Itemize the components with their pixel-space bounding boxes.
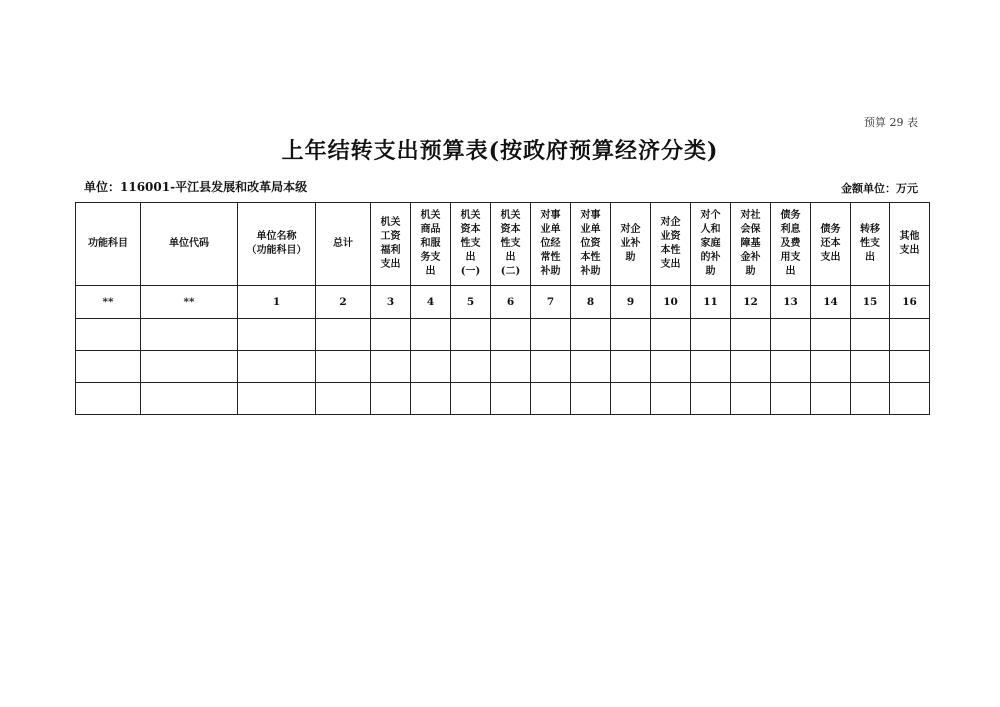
table-row — [76, 351, 930, 383]
header-cell: 转移性支出 — [851, 203, 890, 286]
header-cell: 总计 — [316, 203, 371, 286]
table-cell — [771, 319, 811, 351]
amount-unit: 金额单位：万元 — [841, 182, 918, 195]
table-cell — [316, 383, 371, 415]
header-cell: 单位名称 （功能科目） — [238, 203, 316, 286]
index-cell: 13 — [771, 286, 811, 319]
table-cell — [76, 351, 141, 383]
table-cell — [451, 319, 491, 351]
table-cell — [651, 351, 691, 383]
table-cell — [491, 351, 531, 383]
table-cell — [238, 351, 316, 383]
table-cell — [890, 319, 930, 351]
table-row — [76, 319, 930, 351]
table-cell — [371, 351, 411, 383]
header-row — [76, 203, 930, 286]
table-cell — [571, 383, 611, 415]
table-cell — [238, 319, 316, 351]
header-cell: 对个人和家庭的补助 — [691, 203, 731, 286]
index-cell: 3 — [371, 286, 411, 319]
table-cell — [531, 383, 571, 415]
table-cell — [651, 383, 691, 415]
table-cell — [491, 383, 531, 415]
index-cell: 15 — [851, 286, 890, 319]
table-cell — [651, 319, 691, 351]
table-cell — [611, 351, 651, 383]
table-cell — [411, 351, 451, 383]
header-cell: 单位代码 — [141, 203, 238, 286]
table-cell — [76, 319, 141, 351]
index-cell: 16 — [890, 286, 930, 319]
table-cell — [851, 319, 890, 351]
table-cell — [890, 351, 930, 383]
table-cell — [238, 383, 316, 415]
table-cell — [611, 383, 651, 415]
index-cell: 8 — [571, 286, 611, 319]
page-title: 上年结转支出预算表(按政府预算经济分类) — [281, 138, 719, 164]
table-cell — [811, 383, 851, 415]
table-cell — [890, 383, 930, 415]
index-cell: ** — [141, 286, 238, 319]
header-cell: 对企业补助 — [611, 203, 651, 286]
header-cell: 对企业资本性支出 — [651, 203, 691, 286]
table-cell — [141, 351, 238, 383]
table-cell — [451, 351, 491, 383]
index-cell: 2 — [316, 286, 371, 319]
index-cell: 6 — [491, 286, 531, 319]
table-cell — [141, 319, 238, 351]
index-cell: 10 — [651, 286, 691, 319]
table-cell — [411, 383, 451, 415]
table-cell — [771, 383, 811, 415]
table-cell — [811, 319, 851, 351]
header-cell: 对事业单位经常性补助 — [531, 203, 571, 286]
table-cell — [76, 383, 141, 415]
header-cell: 债务利息及费用支出 — [771, 203, 811, 286]
table-cell — [731, 383, 771, 415]
table-cell — [531, 351, 571, 383]
index-cell: ** — [76, 286, 141, 319]
header-cell: 机关工资福利支出 — [371, 203, 411, 286]
table-cell — [316, 351, 371, 383]
index-cell: 7 — [531, 286, 571, 319]
table-cell — [316, 319, 371, 351]
table-cell — [571, 351, 611, 383]
table-cell — [731, 351, 771, 383]
index-cell: 1 — [238, 286, 316, 319]
table-cell — [451, 383, 491, 415]
index-cell: 12 — [731, 286, 771, 319]
table-cell — [611, 319, 651, 351]
table-cell — [691, 351, 731, 383]
header-cell: 对事业单位资本性补助 — [571, 203, 611, 286]
table-cell — [731, 319, 771, 351]
index-cell: 9 — [611, 286, 651, 319]
budget-table — [75, 202, 930, 415]
table-cell — [141, 383, 238, 415]
table-cell — [371, 383, 411, 415]
table-cell — [371, 319, 411, 351]
header-cell: 债务还本支出 — [811, 203, 851, 286]
index-cell: 5 — [451, 286, 491, 319]
header-cell: 机关资本性支出(二) — [491, 203, 531, 286]
index-row — [76, 286, 930, 319]
table-cell — [411, 319, 451, 351]
header-cell: 机关资本性支出(一) — [451, 203, 491, 286]
header-cell: 功能科目 — [76, 203, 141, 286]
index-cell: 4 — [411, 286, 451, 319]
table-cell — [491, 319, 531, 351]
table-cell — [691, 319, 731, 351]
header-cell: 对社会保障基金补助 — [731, 203, 771, 286]
table-cell — [531, 319, 571, 351]
reporting-unit: 单位：116001-平江县发展和改革局本级 — [84, 180, 308, 194]
table-cell — [851, 383, 890, 415]
table-cell — [771, 351, 811, 383]
header-cell: 其他支出 — [890, 203, 930, 286]
header-cell: 机关商品和服务支出 — [411, 203, 451, 286]
table-cell — [851, 351, 890, 383]
table-row — [76, 383, 930, 415]
table-cell — [571, 319, 611, 351]
form-number: 预算 29 表 — [864, 116, 918, 129]
index-cell: 14 — [811, 286, 851, 319]
table-cell — [691, 383, 731, 415]
table-cell — [811, 351, 851, 383]
index-cell: 11 — [691, 286, 731, 319]
